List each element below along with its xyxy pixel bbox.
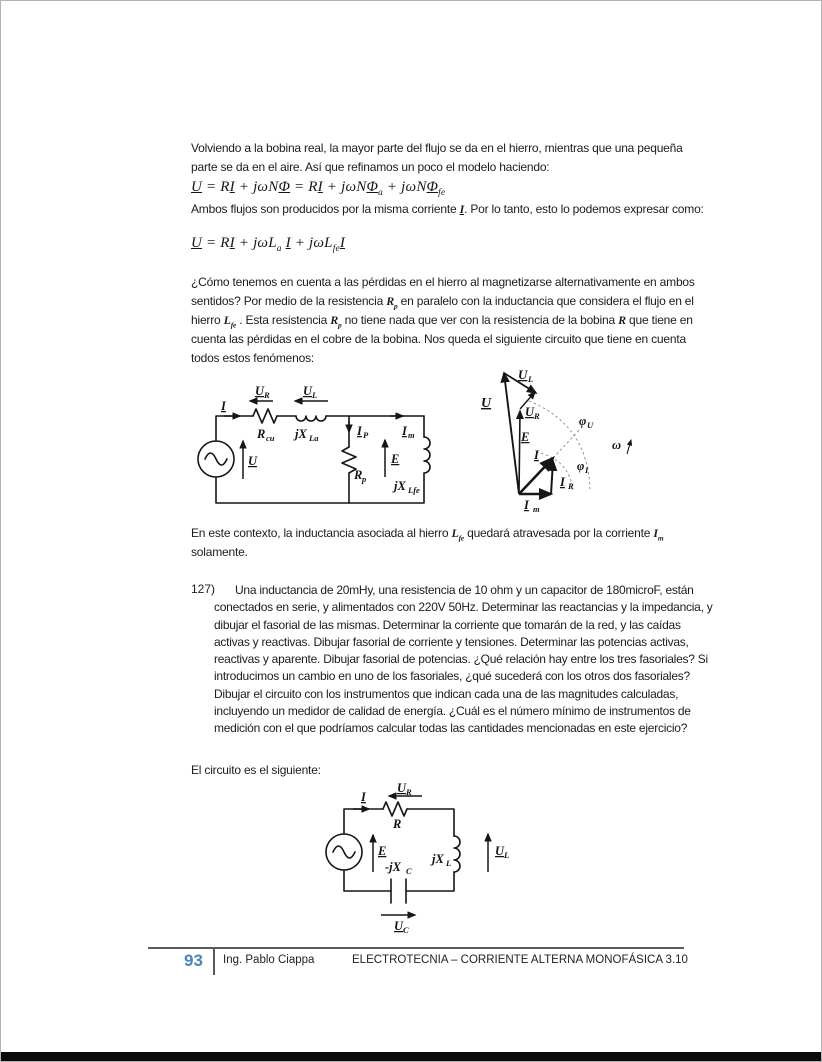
svg-text:p: p: [362, 474, 367, 484]
svg-text:L: L: [312, 390, 318, 400]
svg-text:C: C: [403, 925, 409, 935]
phasor-diagram: [463, 357, 663, 527]
label-i: I: [221, 399, 226, 413]
label-e: E: [378, 844, 387, 858]
inductor-jxla: [296, 416, 326, 421]
svg-text:R: R: [568, 481, 574, 491]
paragraph-intro: Volviendo a la bobina real, la mayor parte del flujo se da en el hierro, mientras que una pequeña parte se da en el aire. Así que refinamos un poco el modelo haciendo:: [191, 141, 683, 174]
label-jxc: -jX: [385, 860, 401, 874]
label-im: I: [402, 424, 407, 438]
resistor-rcu: [253, 409, 277, 423]
label-jxl: jX: [432, 852, 444, 866]
label-r: R: [393, 817, 402, 831]
label-ul: U: [495, 844, 505, 858]
label-rp: R: [354, 468, 363, 482]
ac-source: [198, 441, 234, 477]
svg-text:La: La: [309, 433, 319, 443]
label-e: E: [521, 430, 530, 444]
current-direction-dashed: [553, 425, 584, 458]
paragraph-iron-losses: ¿Cómo tenemos en cuenta a las pérdidas en el hierro al magnetizarse alternativamente en ambos sentidos? Por medio de la resistencia $R_p$ en paralelo con la inductancia que considera el flujo en el hierro $L_{fe}$ . Esta resistencia $R_p$ no tiene nada que ver con la resistencia de la bobina R que tiene en cuenta las pérdidas en el cobre de la bobina. Nos queda el siguiente circuito que tiene en cuenta todos estos fenómenos:: [191, 275, 695, 365]
formula-flux: U = RI + jωNΦ = RI + jωNΦ$_a$ + jωNΦ$_{fe}$: [191, 179, 446, 198]
label-ur: U: [255, 384, 265, 398]
label-ir: I: [560, 475, 565, 489]
problem-text: Una inductancia de 20mHy, una resistencia de 10 ohm y un capacitor de 180microF, están conectados en serie, y alimentados con 220V 50Hz. Determinar las reactancias y la impedancia, y dibujar el fasorial de las mismas. Determinar la corriente que tomarán de la red, y las caídas activas y reactivas. Dibujar fasorial de corriente y tensiones. Determinar las potencias activas, reactivas y aparente. Dibujar fasorial de potencias. ¿Qué relación hay entre los tres fasoriales? Si introducimos un cambio en uno de los fasoriales, ¿qué sucederá con los otros dos fasoriales? Dibujar el circuito con los instrumentos que indican cada una de las magnitudes calculadas, incluyendo un medidor de calidad de energía. ¿Cuál es el número mínimo de instrumentos de medición con el que podríamos calcular todas las cantidades mencionadas en este ejercicio?: [214, 583, 713, 736]
inductor-jxl: [454, 836, 460, 872]
svg-text:m: m: [533, 504, 540, 514]
svg-text:C: C: [406, 866, 412, 876]
problem-number: 127): [191, 582, 216, 596]
label-phi-i: φ: [577, 459, 585, 473]
paragraph-context: En este contexto, la inductancia asociada al hierro $L_{fe}$ quedará atravesada por la corriente $I_m$ solamente.: [191, 526, 664, 559]
inductor-jxlfe: [424, 437, 430, 473]
svg-text:P: P: [363, 430, 369, 440]
circuit2-labels: [360, 781, 509, 935]
svg-text:U: U: [587, 420, 594, 430]
label-omega: ω: [612, 438, 622, 452]
paragraph-circuit-intro: El circuito es el siguiente:: [191, 763, 321, 777]
label-u: U: [481, 396, 492, 411]
svg-text:L: L: [446, 858, 452, 868]
label-e: E: [391, 452, 400, 466]
footer-author: Ing. Pablo Ciappa: [223, 954, 315, 966]
label-jxlfe: jX: [394, 479, 406, 493]
formula-inductances: U = RI + jωL$_a$ I + jωL$_{fe}$I: [191, 235, 346, 254]
svg-text:Lfe: Lfe: [408, 485, 420, 495]
svg-text:L: L: [504, 850, 510, 860]
label-im: I: [524, 498, 529, 512]
label-jxla: jX: [295, 427, 307, 441]
omega-rotation-arrow: [627, 440, 631, 454]
page-number: 93: [184, 951, 203, 970]
footer-document-title: ELECTROTECNIA – CORRIENTE ALTERNA MONOFÁSICA 3.10: [352, 954, 688, 966]
paragraph-both-fluxes: Ambos flujos son producidos por la misma corriente I. Por lo tanto, esto lo podemos expresar como:: [191, 202, 704, 216]
label-ur: U: [525, 405, 535, 419]
vector-u: [504, 373, 519, 494]
ac-source: [326, 834, 362, 870]
label-ul: U: [303, 384, 313, 398]
label-i: I: [534, 448, 539, 462]
label-ur: U: [397, 781, 407, 795]
footer-separator: [213, 949, 215, 975]
label-ul: U: [518, 367, 528, 382]
svg-text:R: R: [264, 390, 270, 400]
resistor-r: [383, 802, 407, 816]
label-rcu: R: [257, 427, 266, 441]
circuit-diagram-parallel-model: [191, 373, 441, 521]
bottom-black-bar: [1, 1052, 821, 1061]
label-u: U: [248, 454, 258, 468]
svg-text:R: R: [534, 411, 540, 421]
footer-divider: [148, 947, 684, 949]
vector-ir: [551, 461, 553, 494]
label-phi-u: φ: [579, 414, 587, 428]
label-i: I: [361, 790, 366, 804]
label-uc: U: [394, 919, 404, 933]
vector-e: [519, 411, 520, 494]
svg-text:L: L: [528, 374, 534, 384]
label-ip: I: [357, 424, 362, 438]
arrows: [353, 796, 488, 915]
svg-text:I: I: [585, 465, 589, 475]
svg-text:R: R: [406, 787, 412, 797]
circuit-diagram-rlc-series: [321, 780, 536, 938]
vector-i: [519, 458, 553, 494]
svg-text:m: m: [408, 430, 415, 440]
svg-text:cu: cu: [266, 433, 275, 443]
